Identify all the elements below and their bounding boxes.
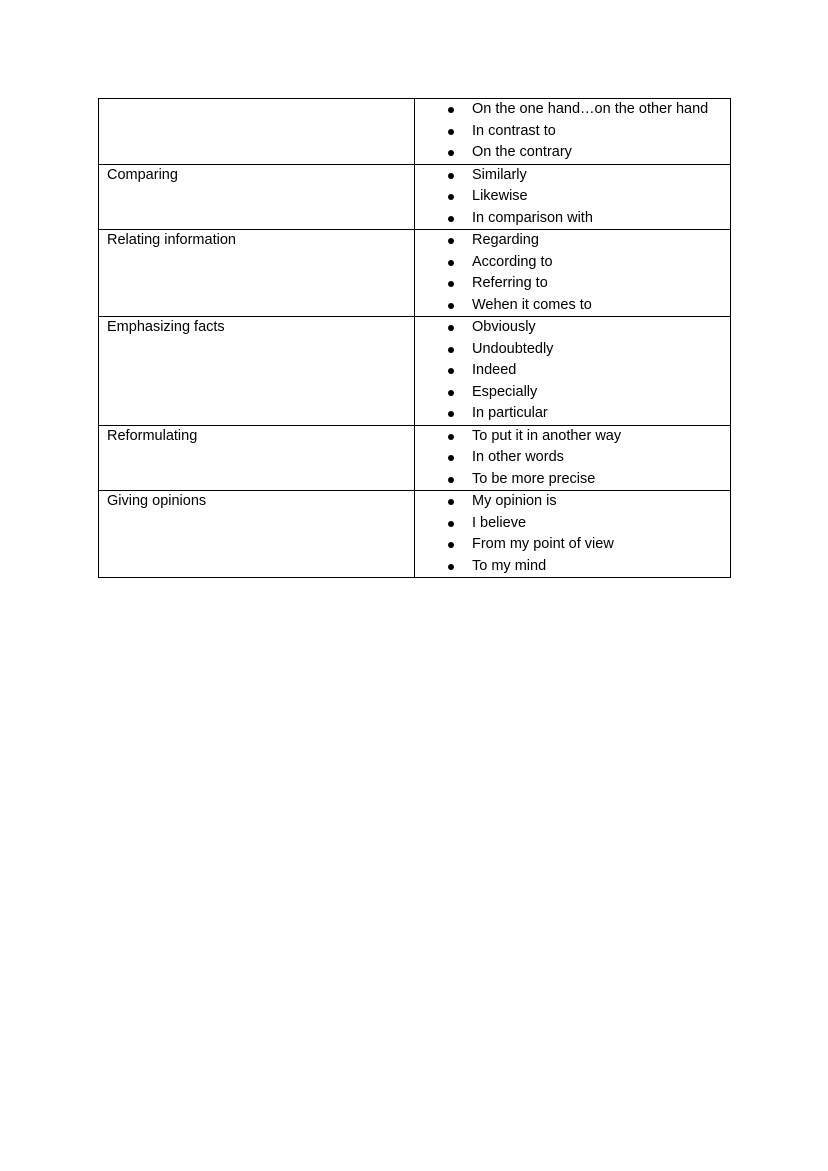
phrase-text: Regarding [472,232,539,248]
phrase-text: Obviously [472,319,536,335]
bullet-dot-icon [448,542,454,548]
list-item [415,339,730,361]
bullet-dot-icon [448,564,454,570]
bullet-dot-icon [448,216,454,222]
list-item [415,403,730,425]
phrase-list [415,317,730,425]
table-row [99,230,731,317]
phrase-text: Referring to [472,275,548,291]
phrase-text: To my mind [472,557,547,574]
phrase-text: Similarly [472,166,527,183]
list-item [415,534,730,556]
bullet-dot-icon [448,434,454,440]
bullet-dot-icon [448,303,454,309]
bullet-dot-icon [448,281,454,287]
list-item [415,165,730,187]
phrase-list [415,230,730,316]
category-cell [99,164,415,230]
list-item [415,426,730,448]
bullet-dot-icon [448,194,454,200]
phrase-text: In other words [472,449,564,465]
phrase-text: In comparison with [472,209,593,226]
list-item [415,360,730,382]
list-item [415,142,730,164]
list-item [415,295,730,317]
phrases-cell [415,425,731,491]
phrase-text: In contrast to [472,122,556,139]
phrase-text: According to [472,253,553,270]
list-item [415,208,730,230]
phrase-list [415,426,730,491]
table-row [99,425,731,491]
phrase-text: Undoubtedly [472,340,554,357]
table-row [99,99,731,165]
table-row [99,491,731,578]
phrase-text: Especially [472,383,538,400]
bullet-dot-icon [448,368,454,374]
list-item [415,317,730,339]
list-item [415,121,730,143]
list-item [415,556,730,578]
list-item [415,99,730,121]
bullet-dot-icon [448,477,454,483]
phrases-cell [415,164,731,230]
phrase-list [415,165,730,230]
bullet-dot-icon [448,150,454,156]
category-label: Emphasizing facts [107,319,225,335]
list-item [415,230,730,252]
phrase-text: Wehen it comes to [472,296,592,313]
list-item [415,186,730,208]
list-item [415,447,730,469]
list-item [415,491,730,513]
bullet-dot-icon [448,390,454,396]
phrase-text: From my point of view [472,536,614,552]
bullet-dot-icon [448,499,454,505]
phrase-text: Likewise [472,188,528,204]
category-cell [99,425,415,491]
category-cell [99,99,415,165]
list-item [415,252,730,274]
category-label: Comparing [107,166,178,183]
phrase-text: To put it in another way [472,427,622,444]
category-label: Relating information [107,232,236,248]
phrase-text: My opinion is [472,493,557,509]
phrase-text: In particular [472,405,548,421]
category-label: Reformulating [107,427,198,444]
bullet-dot-icon [448,173,454,179]
phrase-list [415,99,730,164]
table-row [99,317,731,426]
category-cell [99,317,415,426]
bullet-dot-icon [448,107,454,113]
phrase-text: On the one hand…on the other hand [472,101,709,117]
bullet-dot-icon [448,129,454,135]
category-cell [99,230,415,317]
phrase-text: Indeed [472,362,517,378]
bullet-dot-icon [448,347,454,353]
list-item [415,273,730,295]
table-row [99,164,731,230]
phrase-list [415,491,730,577]
bullet-dot-icon [448,521,454,527]
bullet-dot-icon [448,238,454,244]
bullet-dot-icon [448,325,454,331]
table-body [99,99,731,578]
bullet-dot-icon [448,455,454,461]
list-item [415,513,730,535]
category-cell [99,491,415,578]
bullet-dot-icon [448,260,454,266]
phrase-text: On the contrary [472,144,572,160]
linking-phrases-table [98,98,731,578]
list-item [415,382,730,404]
phrases-cell [415,317,731,426]
phrase-text: To be more precise [472,470,596,487]
list-item [415,469,730,491]
phrases-cell [415,491,731,578]
phrases-cell [415,99,731,165]
phrase-text: I believe [472,514,527,531]
phrases-cell [415,230,731,317]
category-label: Giving opinions [107,493,207,509]
bullet-dot-icon [448,411,454,417]
